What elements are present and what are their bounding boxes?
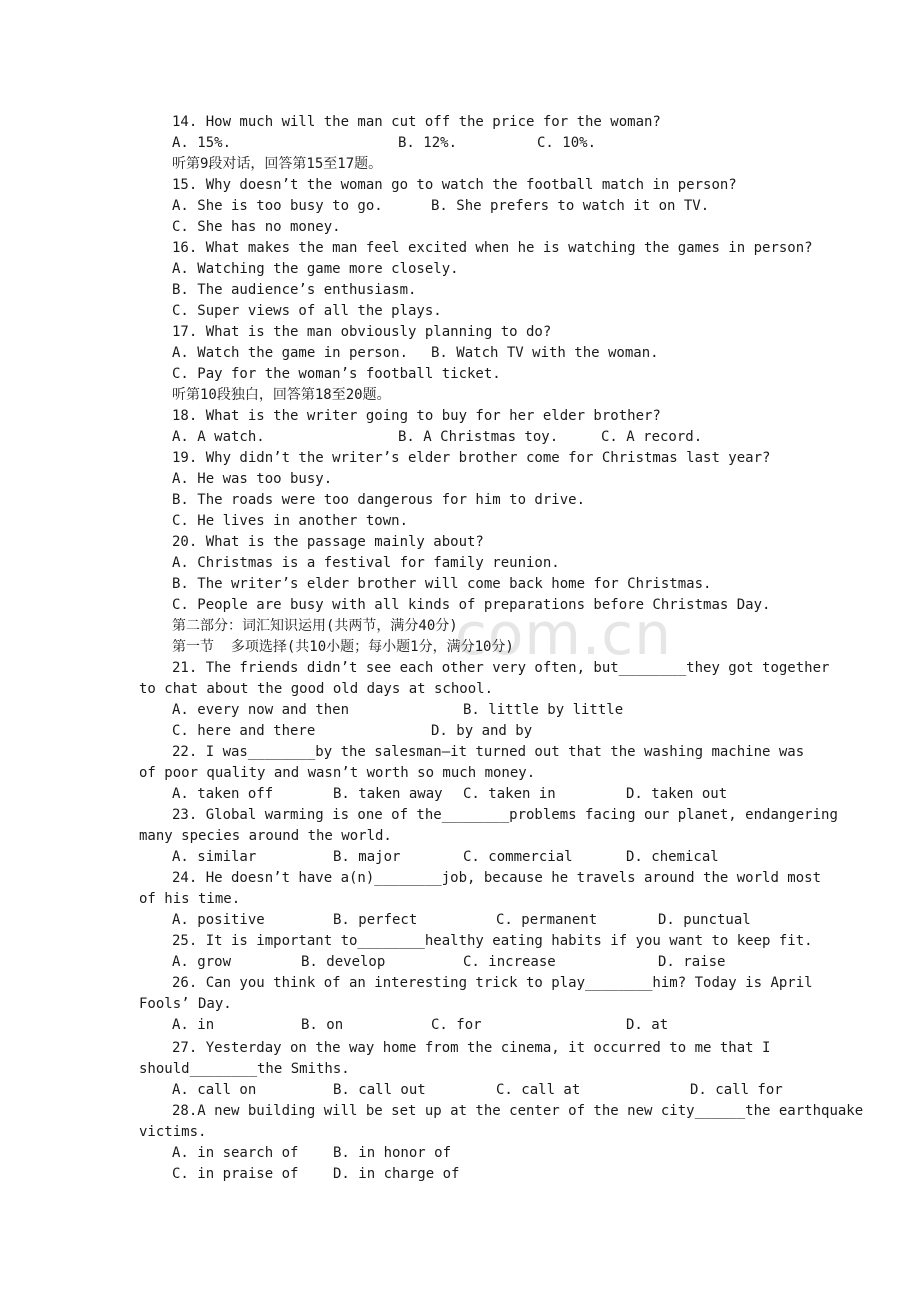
- question-28: 28.A new building will be set up at the center of the new city______the earthquake: [172, 1103, 864, 1119]
- q25-option-a: A. grow: [172, 954, 232, 970]
- q24-option-d: D. punctual: [658, 912, 751, 928]
- q23-option-b: B. major: [333, 849, 401, 865]
- q25-option-d: D. raise: [658, 954, 726, 970]
- q18-option-b: B. A Christmas toy.: [398, 429, 559, 445]
- question-23: 23. Global warming is one of the________problems facing our planet, endangering: [172, 807, 838, 823]
- question-16: 16. What makes the man feel excited when he is watching the games in person?: [172, 240, 813, 256]
- q26-option-d: D. at: [626, 1017, 669, 1033]
- part-2-heading: 第二部分：词汇知识运用(共两节，满分40分): [172, 618, 458, 634]
- question-27: 27. Yesterday on the way home from the cinema, it occurred to me that I: [172, 1040, 771, 1056]
- q26-option-b: B. on: [301, 1017, 344, 1033]
- q15-option-c: C. She has no money.: [172, 219, 341, 235]
- q16-option-b: B. The audience’s enthusiasm.: [172, 282, 417, 298]
- q28-option-b: B. in honor of: [333, 1145, 452, 1161]
- q14-option-a: A. 15%.: [172, 135, 232, 151]
- q21-option-c: C. here and there: [172, 723, 316, 739]
- q23-option-d: D. chemical: [626, 849, 719, 865]
- question-22: 22. I was________by the salesman—it turned out that the washing machine was: [172, 744, 805, 760]
- q24-option-b: B. perfect: [333, 912, 418, 928]
- q26-option-c: C. for: [431, 1017, 482, 1033]
- question-23-continued: many species around the world.: [139, 828, 392, 844]
- q18-option-a: A. A watch.: [172, 429, 265, 445]
- q21-option-a: A. every now and then: [172, 702, 350, 718]
- section-1-heading: 第一节 多项选择(共10小题；每小题1分，满分10分): [172, 639, 514, 655]
- section-10-instruction: 听第10段独白，回答第18至20题。: [172, 387, 391, 403]
- q16-option-a: A. Watching the game more closely.: [172, 261, 459, 277]
- q27-option-a: A. call on: [172, 1082, 257, 1098]
- q17-option-c: C. Pay for the woman’s football ticket.: [172, 366, 501, 382]
- question-26-continued: Fools’ Day.: [139, 996, 232, 1012]
- q27-option-d: D. call for: [690, 1082, 783, 1098]
- question-17: 17. What is the man obviously planning to do?: [172, 324, 552, 340]
- q23-option-c: C. commercial: [463, 849, 573, 865]
- q25-option-c: C. increase: [463, 954, 556, 970]
- q27-option-c: C. call at: [496, 1082, 581, 1098]
- q27-option-b: B. call out: [333, 1082, 426, 1098]
- question-26: 26. Can you think of an interesting trick to play________him? Today is April: [172, 975, 813, 991]
- q15-option-a: A. She is too busy to go.: [172, 198, 383, 214]
- q22-option-b: B. taken away: [333, 786, 443, 802]
- q14-option-c: C. 10%.: [537, 135, 597, 151]
- question-22-continued: of poor quality and wasn’t worth so much money.: [139, 765, 536, 781]
- q21-option-d: D. by and by: [431, 723, 533, 739]
- q20-option-a: A. Christmas is a festival for family reunion.: [172, 555, 560, 571]
- question-14: 14. How much will the man cut off the price for the woman?: [172, 114, 661, 130]
- question-21: 21. The friends didn’t see each other very often, but________they got together: [172, 660, 830, 676]
- q16-option-c: C. Super views of all the plays.: [172, 303, 442, 319]
- question-19: 19. Why didn’t the writer’s elder brother come for Christmas last year?: [172, 450, 771, 466]
- q22-option-a: A. taken off: [172, 786, 274, 802]
- question-28-continued: victims.: [139, 1124, 207, 1140]
- q22-option-c: C. taken in: [463, 786, 556, 802]
- q21-option-b: B. little by little: [463, 702, 624, 718]
- question-20: 20. What is the passage mainly about?: [172, 534, 484, 550]
- q17-option-b: B. Watch TV with the woman.: [431, 345, 659, 361]
- question-27-continued: should________the Smiths.: [139, 1061, 350, 1077]
- question-24: 24. He doesn’t have a(n)________job, because he travels around the world most: [172, 870, 822, 886]
- question-15: 15. Why doesn’t the woman go to watch the football match in person?: [172, 177, 737, 193]
- question-24-continued: of his time.: [139, 891, 241, 907]
- q17-option-a: A. Watch the game in person.: [172, 345, 409, 361]
- question-25: 25. It is important to________healthy eating habits if you want to keep fit.: [172, 933, 813, 949]
- question-18: 18. What is the writer going to buy for her elder brother?: [172, 408, 661, 424]
- q14-option-b: B. 12%.: [398, 135, 458, 151]
- q19-option-c: C. He lives in another town.: [172, 513, 409, 529]
- q28-option-c: C. in praise of: [172, 1166, 299, 1182]
- watermark: com.cn: [455, 600, 672, 668]
- q25-option-b: B. develop: [301, 954, 386, 970]
- q22-option-d: D. taken out: [626, 786, 728, 802]
- question-21-continued: to chat about the good old days at school.: [139, 681, 494, 697]
- q28-option-a: A. in search of: [172, 1145, 299, 1161]
- q20-option-b: B. The writer’s elder brother will come back home for Christmas.: [172, 576, 712, 592]
- q28-option-d: D. in charge of: [333, 1166, 460, 1182]
- section-9-instruction: 听第9段对话，回答第15至17题。: [172, 156, 383, 172]
- q20-option-c: C. People are busy with all kinds of preparations before Christmas Day.: [172, 597, 771, 613]
- q26-option-a: A. in: [172, 1017, 215, 1033]
- q15-option-b: B. She prefers to watch it on TV.: [431, 198, 710, 214]
- q24-option-c: C. permanent: [496, 912, 598, 928]
- q19-option-b: B. The roads were too dangerous for him to drive.: [172, 492, 586, 508]
- q23-option-a: A. similar: [172, 849, 257, 865]
- q24-option-a: A. positive: [172, 912, 265, 928]
- q19-option-a: A. He was too busy.: [172, 471, 333, 487]
- q18-option-c: C. A record.: [601, 429, 703, 445]
